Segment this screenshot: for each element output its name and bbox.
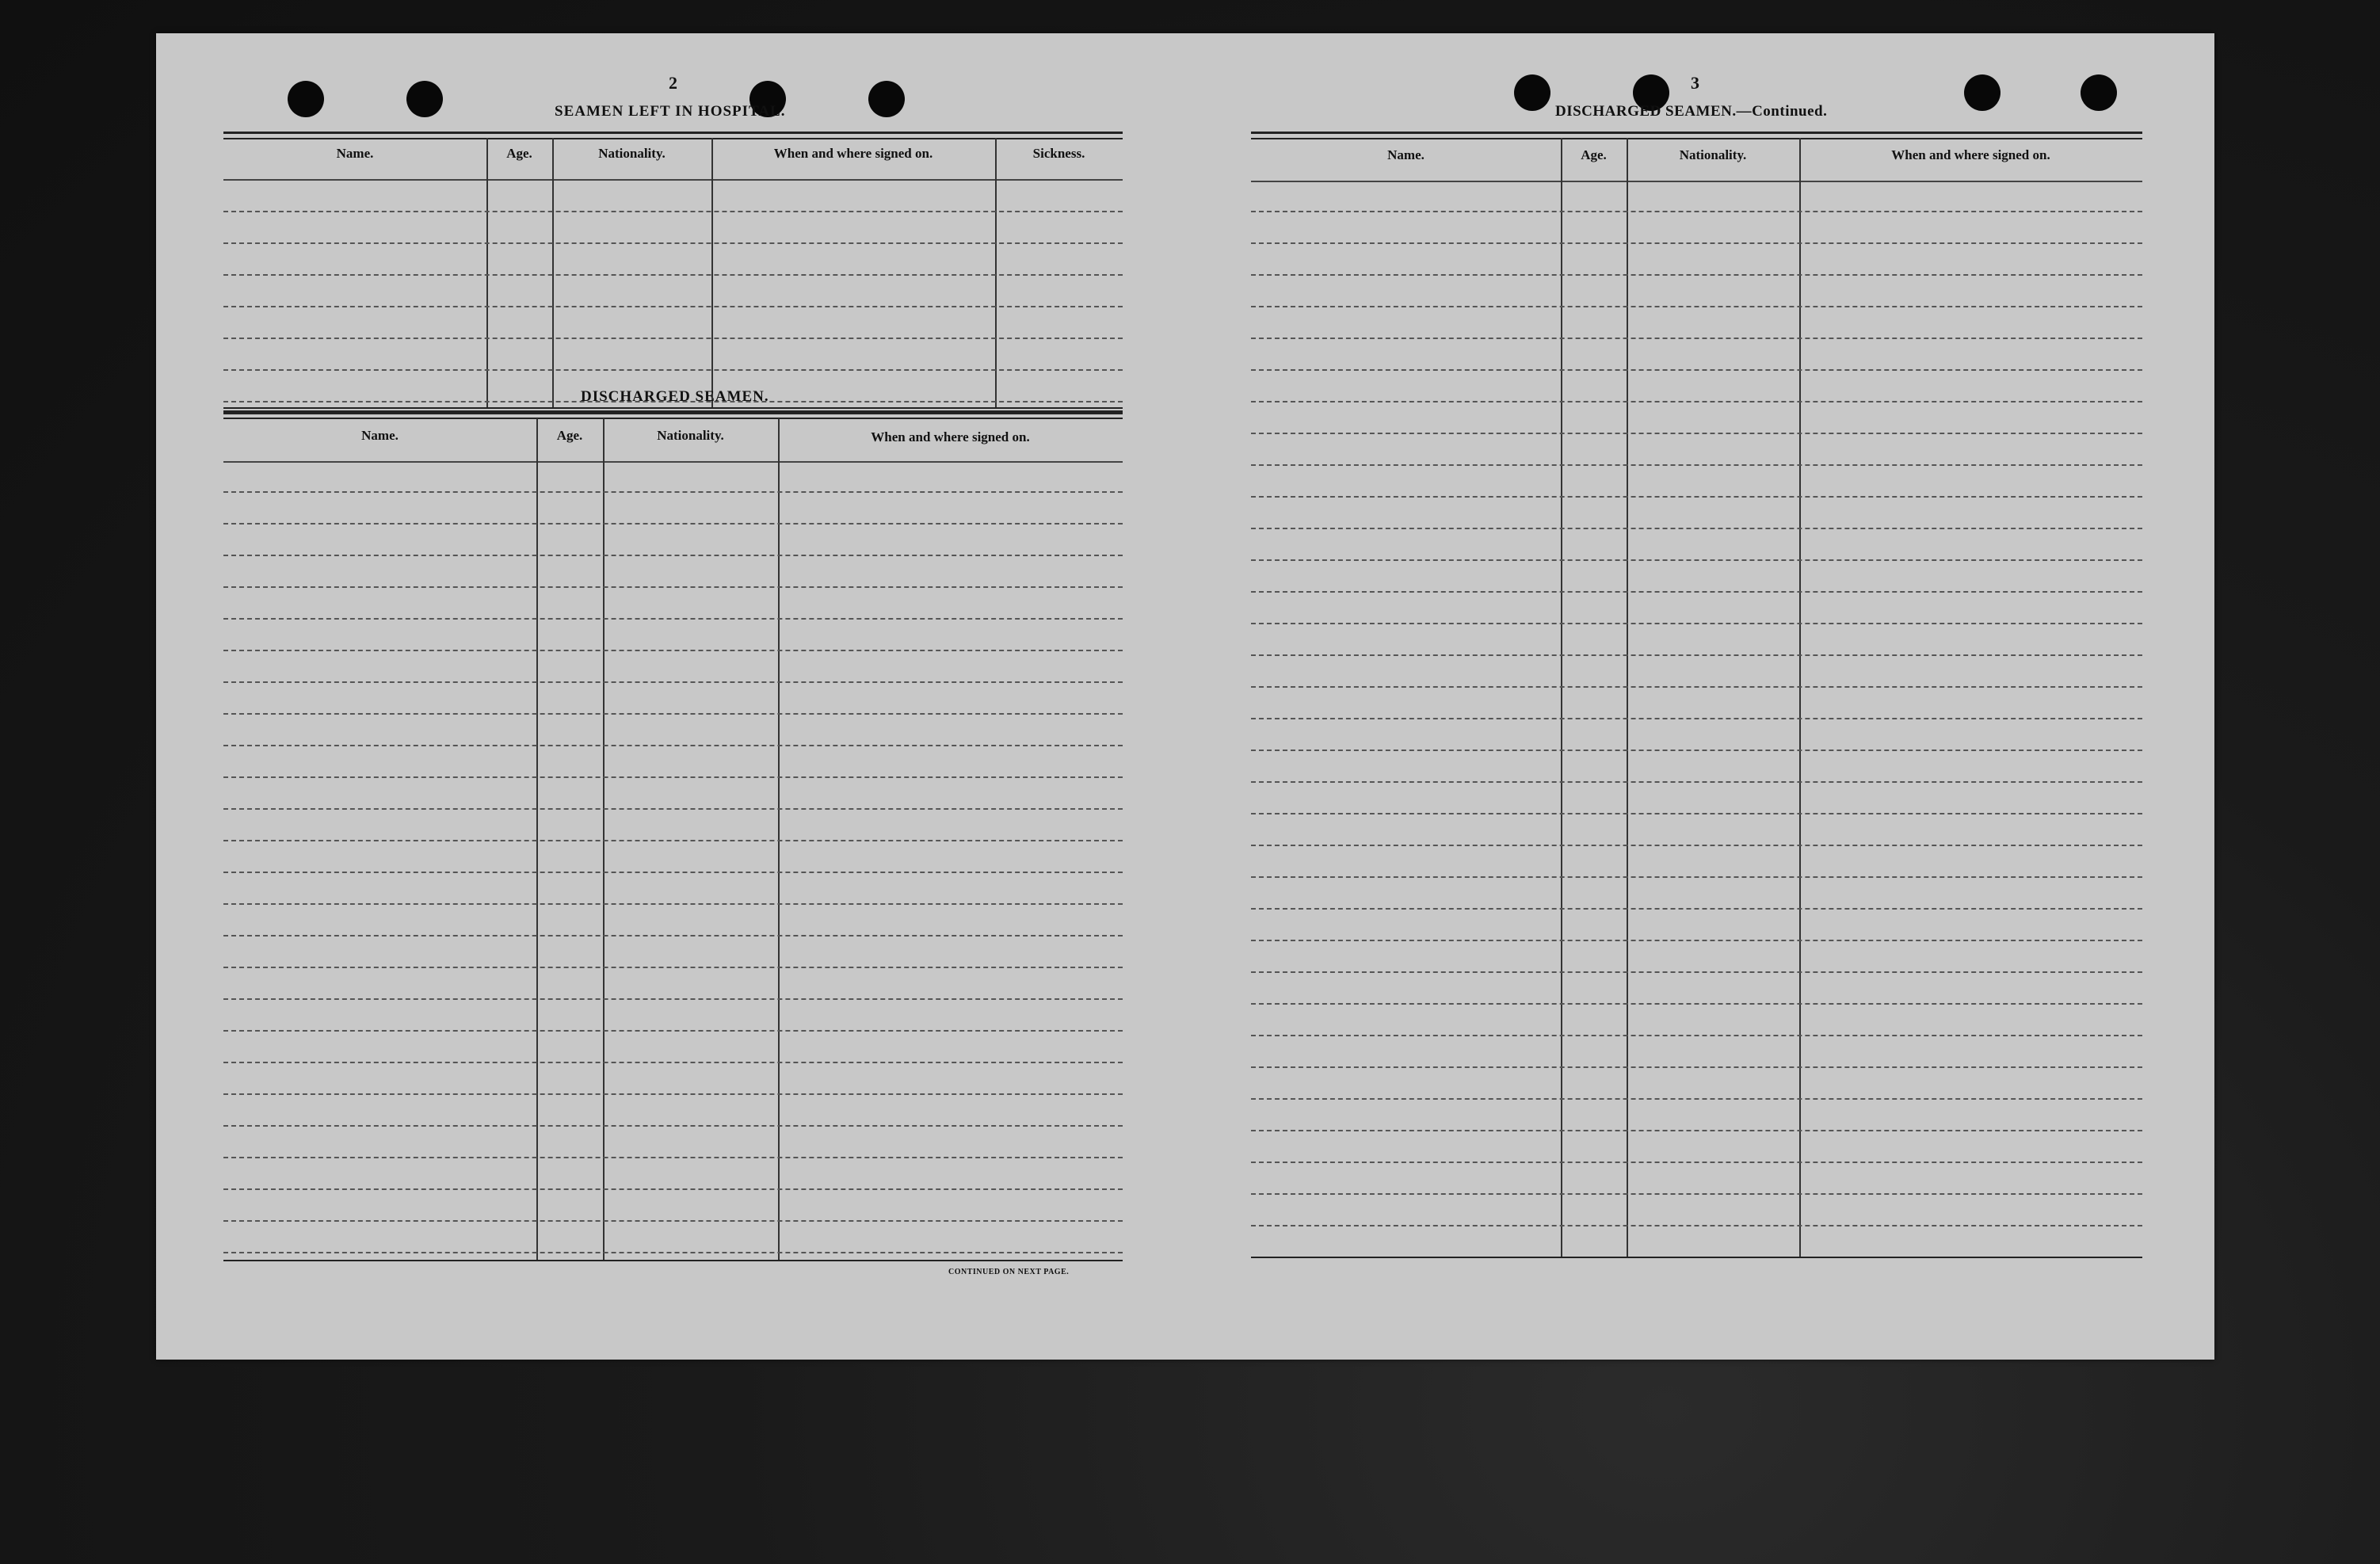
column-header-name: Name. (336, 146, 374, 161)
punch-hole-icon (2081, 74, 2117, 111)
dotted-rule (1251, 306, 2142, 307)
dotted-rule (223, 586, 1123, 588)
dotted-rule (223, 903, 1123, 905)
page-number-right: 3 (1691, 73, 1699, 93)
dotted-rule (1251, 686, 2142, 688)
dotted-rule (1251, 845, 2142, 846)
column-divider (995, 138, 997, 407)
dotted-rule (223, 1252, 1123, 1253)
column-header-name: Name. (1387, 147, 1425, 162)
dotted-rule (1251, 274, 2142, 276)
column-header-signed-on: When and where signed on. (773, 146, 933, 161)
dotted-rule (223, 211, 1123, 212)
dotted-rule (1251, 433, 2142, 434)
table-rule (1251, 181, 2142, 182)
table-rule (1251, 1257, 2142, 1258)
column-header-age: Age. (1581, 147, 1607, 162)
dotted-rule (223, 1125, 1123, 1127)
column-divider (536, 418, 538, 1260)
column-header-signed-on: When and where signed on. (871, 429, 1030, 444)
dotted-rule (223, 618, 1123, 620)
column-header-name: Name. (361, 428, 399, 443)
column-divider (778, 418, 780, 1260)
page-number-left: 2 (669, 73, 677, 93)
document-sheet (156, 33, 2214, 1360)
dotted-rule (1251, 781, 2142, 783)
table-rule (1251, 132, 2142, 134)
table-rule (223, 179, 1123, 181)
dotted-rule (223, 1093, 1123, 1095)
dotted-rule (1251, 338, 2142, 339)
dotted-rule (1251, 401, 2142, 402)
dotted-rule (1251, 876, 2142, 878)
dotted-rule (223, 523, 1123, 525)
punch-hole-icon (1964, 74, 2000, 111)
column-header-age: Age. (556, 428, 583, 443)
dotted-rule (1251, 718, 2142, 719)
section-title-discharged: DISCHARGED SEAMEN. (581, 388, 769, 405)
hospital-table (223, 132, 1123, 412)
dotted-rule (223, 306, 1123, 307)
dotted-rule (1251, 1066, 2142, 1068)
dotted-rule (1251, 750, 2142, 751)
table-rule (223, 407, 1123, 409)
discharged-table-right (1251, 132, 2142, 1260)
dotted-rule (1251, 496, 2142, 498)
dotted-rule (223, 872, 1123, 873)
dotted-rule (1251, 1130, 2142, 1131)
punch-hole-icon (288, 81, 324, 117)
dotted-rule (223, 967, 1123, 968)
dotted-rule (223, 935, 1123, 936)
table-rule (223, 138, 1123, 139)
column-divider (486, 138, 488, 407)
dotted-rule (223, 808, 1123, 810)
dotted-rule (1251, 623, 2142, 624)
dotted-rule (223, 491, 1123, 493)
punch-hole-icon (868, 81, 905, 117)
table-rule (1251, 138, 2142, 139)
dotted-rule (223, 650, 1123, 651)
column-header-nationality: Nationality. (598, 146, 666, 161)
dotted-rule (223, 1157, 1123, 1158)
dotted-rule (223, 1220, 1123, 1222)
column-header-nationality: Nationality. (1679, 147, 1747, 162)
dotted-rule (1251, 528, 2142, 529)
table-rule (223, 132, 1123, 134)
section-title-hospital: SEAMEN LEFT IN HOSPITAL. (555, 103, 786, 120)
dotted-rule (1251, 813, 2142, 814)
table-rule (223, 418, 1123, 419)
dotted-rule (1251, 908, 2142, 910)
dotted-rule (223, 274, 1123, 276)
dotted-rule (1251, 1162, 2142, 1163)
column-header-sickness: Sickness. (1032, 146, 1085, 161)
column-header-signed-on: When and where signed on. (1891, 147, 2050, 162)
table-rule (223, 461, 1123, 463)
dotted-rule (223, 1062, 1123, 1063)
dotted-rule (223, 681, 1123, 683)
dotted-rule (223, 713, 1123, 715)
dotted-rule (1251, 971, 2142, 973)
column-divider (711, 138, 713, 407)
dotted-rule (223, 1188, 1123, 1190)
dotted-rule (1251, 559, 2142, 561)
dotted-rule (223, 369, 1123, 371)
column-divider (603, 418, 605, 1260)
dotted-rule (223, 1030, 1123, 1032)
dotted-rule (1251, 1225, 2142, 1226)
column-divider (552, 138, 554, 407)
dotted-rule (223, 998, 1123, 1000)
dotted-rule (223, 338, 1123, 339)
footer-continued: CONTINUED ON NEXT PAGE. (948, 1268, 1070, 1276)
dotted-rule (1251, 654, 2142, 656)
dotted-rule (223, 745, 1123, 746)
dotted-rule (1251, 1098, 2142, 1100)
punch-hole-icon (406, 81, 443, 117)
dotted-rule (223, 776, 1123, 778)
section-title-discharged-continued: DISCHARGED SEAMEN.—Continued. (1555, 103, 1828, 120)
table-rule (223, 1260, 1123, 1261)
dotted-rule (1251, 369, 2142, 371)
discharged-table-left (223, 412, 1123, 1263)
dotted-rule (1251, 464, 2142, 466)
column-header-age: Age. (506, 146, 532, 161)
dotted-rule (223, 242, 1123, 244)
dotted-rule (1251, 591, 2142, 593)
dotted-rule (223, 555, 1123, 556)
dotted-rule (1251, 1003, 2142, 1005)
dotted-rule (1251, 1035, 2142, 1036)
dotted-rule (1251, 1193, 2142, 1195)
table-rule (223, 412, 1123, 414)
column-header-nationality: Nationality. (657, 428, 724, 443)
dotted-rule (223, 840, 1123, 841)
dotted-rule (1251, 242, 2142, 244)
dotted-rule (1251, 211, 2142, 212)
dotted-rule (1251, 940, 2142, 941)
punch-hole-icon (1514, 74, 1550, 111)
